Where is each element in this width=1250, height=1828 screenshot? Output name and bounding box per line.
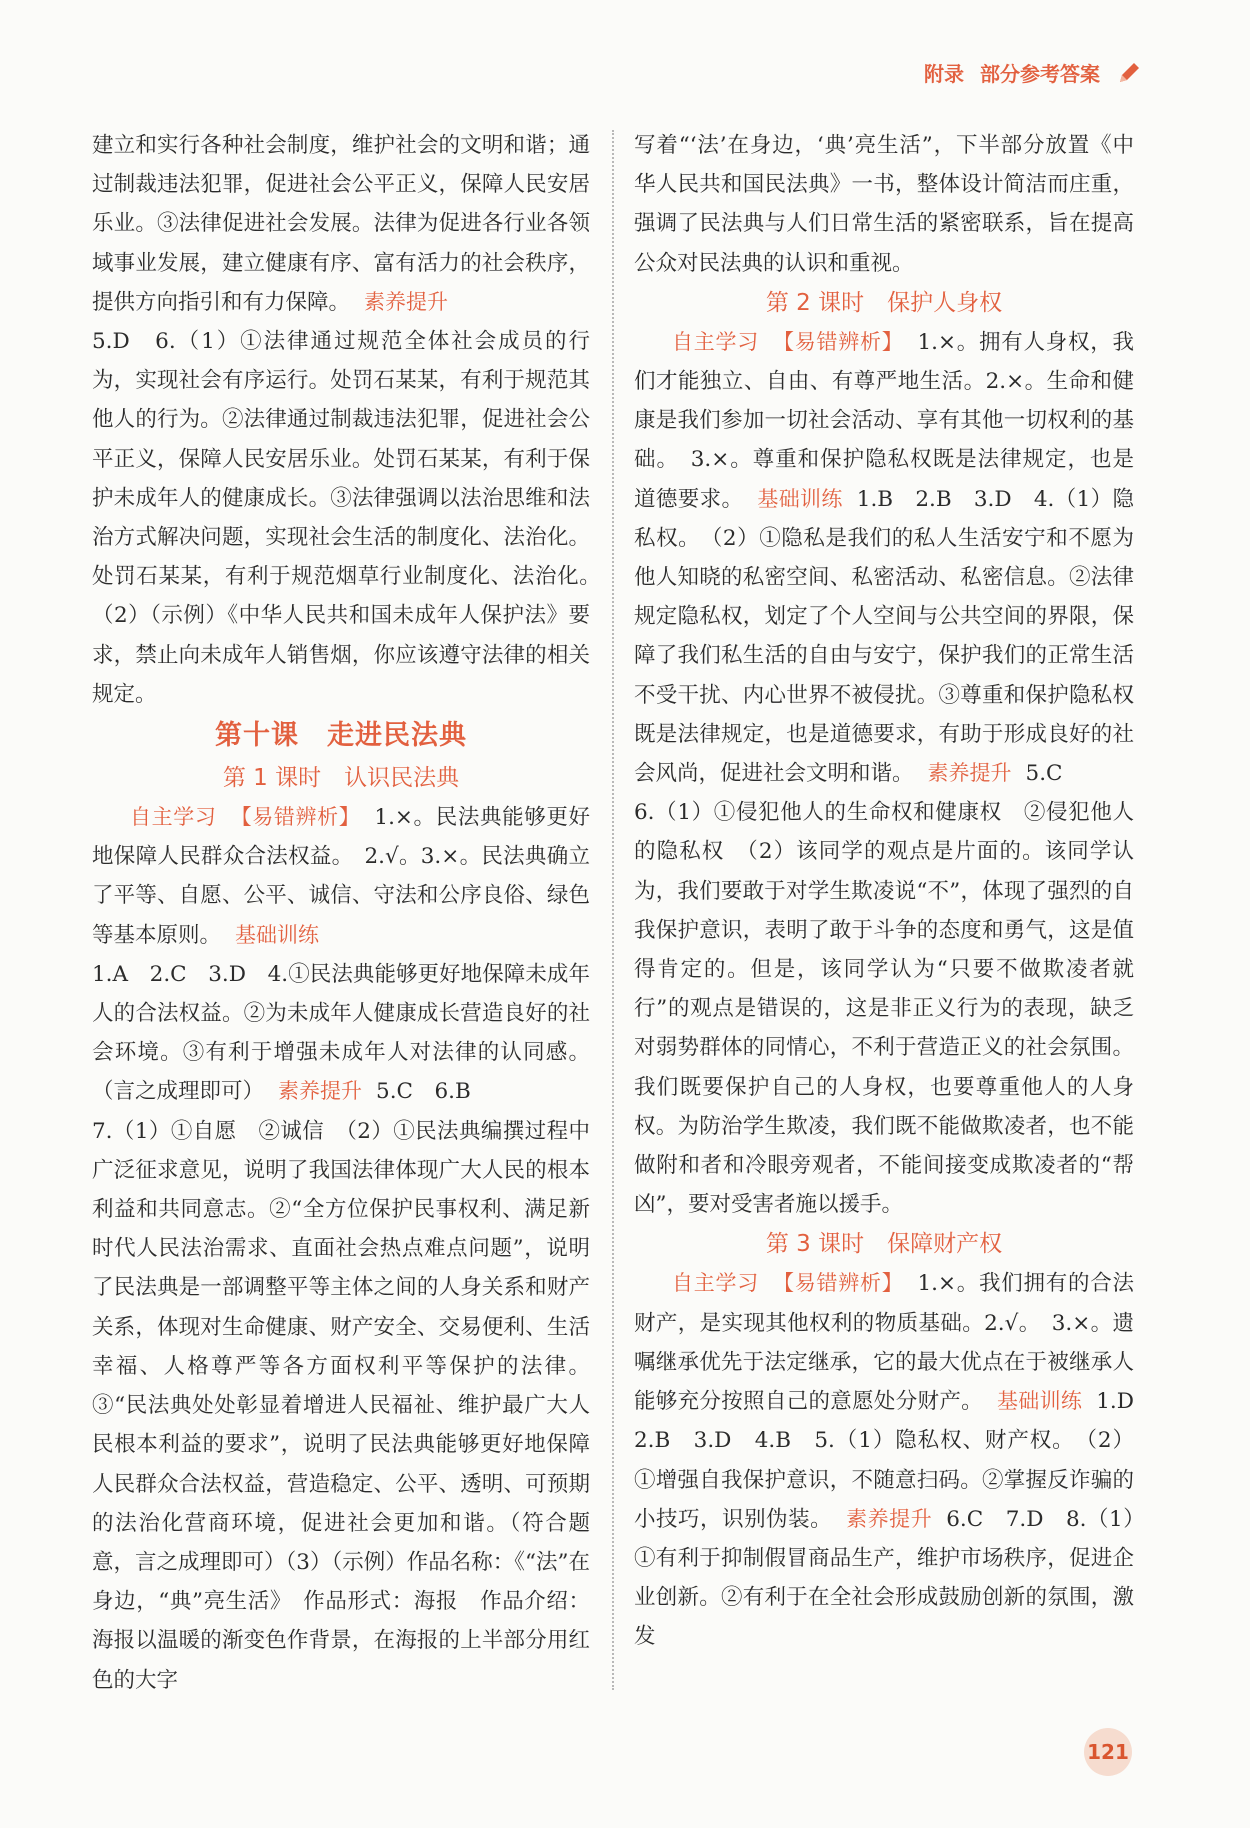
- answer-text: 6.（1）①侵犯他人的生命权和健康权 ②侵犯他人的隐私权 （2）该同学的观点是片面的。该同学认为，我们要敢于对学生欺凌说“不”，体现了强烈的自我保护意识，表明了敢于斗争的态度和勇气，这是值得肯定的。但是，该同学认为“只要不做欺凌者就行”的观点是错误的，这是非正义行为的表现，缺乏对弱势群体的同情心，不利于营造正义的社会氛围。我们既要保护自己的人身权，也要尊重他人的人身权。为防治学生欺凌，我们既不能做欺凌者，也不能做附和者和冷眼旁观者，不能间接变成欺凌者的“帮凶”，要对受害者施以援手。: [634, 800, 1134, 1218]
- answer-text: 1.A 2.C 3.D 4.①民法典能够更好地保障未成年人的合法权益。②为未成年人健康成长营造良好的社会环境。③有利于增强未成年人对法律的认同感。（言之成理即可） 素养提升 5.C 6.B: [92, 961, 590, 1105]
- period-title: 第 1 课时 认识民法典: [222, 765, 460, 792]
- pencil-icon: [1116, 60, 1142, 86]
- period-title: 第 2 课时 保护人身权: [765, 289, 1003, 316]
- section-tag: 素养提升: [364, 289, 449, 314]
- header-title: 部分参考答案: [980, 62, 1100, 86]
- answer-text: 5.D 6.（1）①法律通过规范全体社会成员的行为，实现社会有序运行。处罚石某某，有利于规范其他人的行为。②法律通过制裁违法犯罪，促进社会公平正义，保障人民安居乐业。处罚石某某，有利于保护未成年人的健康成长。③法律强调以法治思维和法治方式解决问题，实现社会生活的制度化、法治化。处罚石某某，有利于规范烟草行业制度化、法治化。 （2）（示例）《中华人民共和国未成年人保护法》要求，禁止向未成年人销售烟，你应该遵守法律的相关规定。: [92, 329, 612, 707]
- section-tag: 素养提升: [846, 1506, 933, 1531]
- answer-text: 自主学习 【易错辨析】 1.×。我们拥有的合法财产，是实现其他权利的物质基础。2.√。 3.×。遗嘱继承优先于法定继承，它的最大优点在于被继承人能够充分按照自己的意愿处分财产。 基础训练 1.D 2.B 3.D 4.B 5.（1）隐私权、财产权。 （2）①增强自我保护意识，不随意扫码。②掌握反诈骗的小技巧，识别伪装。 素养提升 6.C 7.D 8.（1）①有利于抑制假冒商品生产，维护市场秩序，促进企业创新。②有利于在全社会形成鼓励创新的氛围，激发: [634, 1271, 1156, 1650]
- section-tag: 素养提升: [278, 1079, 363, 1104]
- answer-text: 建立和实行各种社会制度，维护社会的文明和谐；通过制裁违法犯罪，促进社会公平正义，保障人民安居乐业。③法律促进社会发展。法律为促进各行业各领域事业发展，建立健康有序、富有活力的社会秩序，提供方向指引和有力保障。 素养提升: [92, 133, 590, 315]
- section-tag: 基础训练: [757, 486, 843, 511]
- answer-text: 自主学习 【易错辨析】 1.×。民法典能够更好地保障人民群众合法权益。 2.√。3.×。民法典确立了平等、自愿、公平、诚信、守法和公序良俗、绿色等基本原则。 基础训练: [92, 805, 591, 948]
- section-tag: 基础训练: [235, 922, 320, 947]
- answer-text: 7.（1）①自愿 ②诚信 （2）①民法典编撰过程中广泛征求意见，说明了我国法律体现广大人民的根本利益和共同意志。②“全方位保护民事权利、满足新时代人民法治需求、直面社会热点难点问题”，说明了民法典是一部调整平等主体之间的人身关系和财产关系，体现对生命健康、财产安全、交易便利、生活幸福、人格尊严等各方面权利平等保护的法律。③“民法典处处彰显着增进人民福祉、维护最广大人民根本利益的要求”，说明了民法典能够更好地保障人民群众合法权益，营造稳定、公平、透明、可预期的法治化营商环境，促进社会更加和谐。（符合题意，言之成理即可）（3）（示例）作品名称：《“法”在身边，“典”亮生活》 作品形式：海报 作品介绍：海报以温暖的渐变色作背景，在海报的上半部分用红色的大字: [92, 1118, 590, 1693]
- left-column: [92, 126, 612, 1700]
- period-title: 第 3 课时 保障财产权: [765, 1231, 1003, 1258]
- right-column: [634, 126, 1156, 1657]
- lesson-title: 第十课 走进民法典: [215, 720, 467, 752]
- answer-text: 写着“‘法’在身边，‘典’亮生活”，下半部分放置《中华人民共和国民法典》一书，整体设计简洁而庄重，强调了民法典与人们日常生活的紧密联系，旨在提高公众对民法典的认识和重视。: [634, 133, 1134, 276]
- section-tag: 【易错辨析】: [230, 805, 361, 830]
- section-tag: 【易错辨析】: [773, 329, 904, 354]
- section-tag: 自主学习: [130, 805, 217, 830]
- section-tag: 【易错辨析】: [773, 1271, 904, 1296]
- column-divider: [612, 130, 614, 1690]
- answer-text: 自主学习 【易错辨析】 1.×。拥有人身权，我们才能独立、自由、有尊严地生活。2.×。生命和健康是我们参加一切社会活动、享有其他一切权利的基础。 3.×。尊重和保护隐私权既是法律规定，也是道德要求。 基础训练 1.B 2.B 3.D 4.（1）隐私权。 （2）①隐私是我们的私人生活安宁和不愿为他人知晓的私密空间、私密活动、私密信息。②法律规定隐私权，划定了个人空间与公共空间的界限，保障了我们私生活的自由与安宁，保护我们的正常生活不受干扰、内心世界不被侵扰。③尊重和保护隐私权既是法律规定，也是道德要求，有助于形成良好的社会风尚，促进社会文明和谐。 素养提升 5.C: [634, 329, 1135, 787]
- section-tag: 素养提升: [927, 761, 1012, 786]
- page-number: 121: [1084, 1728, 1132, 1776]
- section-tag: 基础训练: [996, 1389, 1083, 1414]
- section-tag: 自主学习: [672, 329, 759, 354]
- section-tag: 自主学习: [672, 1271, 759, 1296]
- header-section: 附录: [924, 62, 964, 86]
- page-header: [924, 58, 1142, 87]
